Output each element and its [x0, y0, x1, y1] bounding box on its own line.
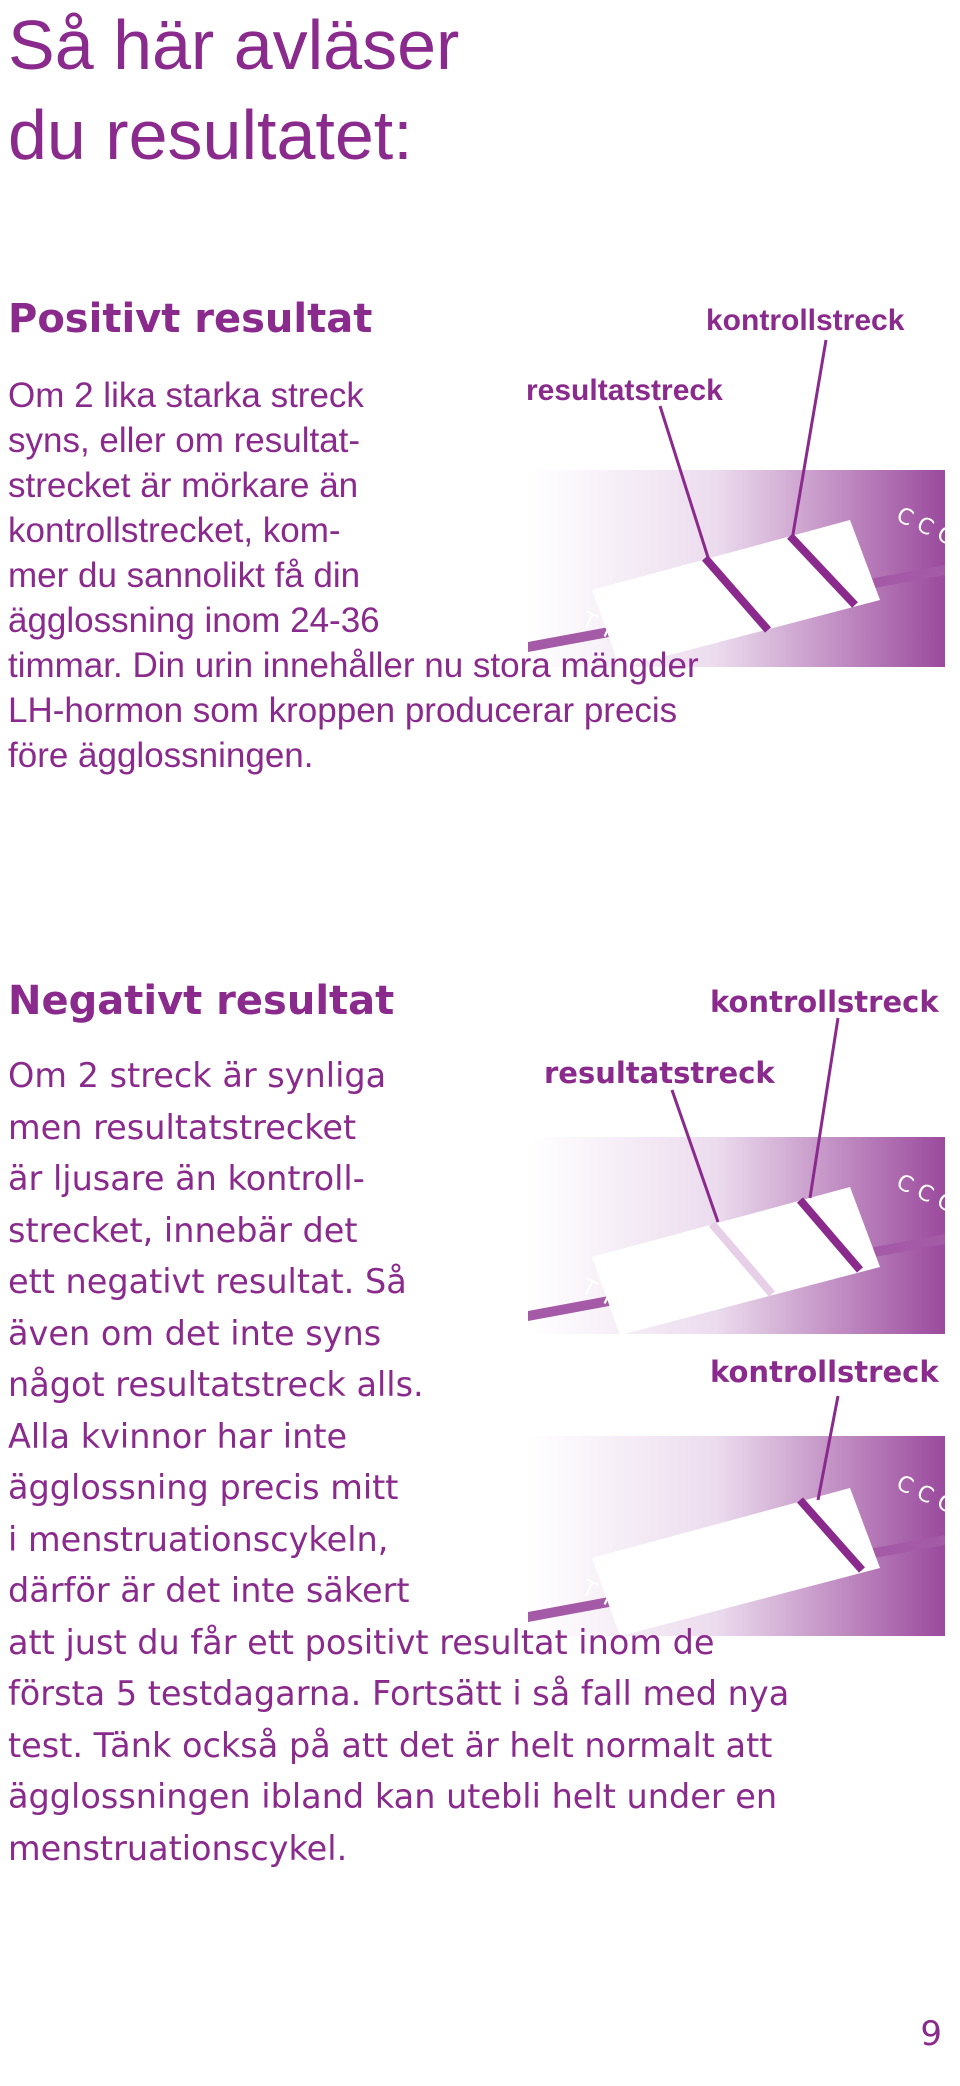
negative-line-6: även om det inte syns — [8, 1313, 382, 1353]
svg-text:C C C: C C C — [892, 1169, 958, 1218]
svg-text:T T T: T T T — [577, 607, 638, 654]
positive-line-3: strecket är mörkare än — [8, 466, 359, 505]
positive-line-8: LH-hormon som kroppen producerar precis — [8, 691, 678, 730]
negative-line-7: något resultatstreck alls. — [8, 1365, 424, 1404]
negative-line-13: första 5 testdagarna. Fortsätt i så fall med nya — [8, 1674, 790, 1713]
positive-body — [8, 373, 699, 778]
negative-line-1: Om 2 streck är synliga — [8, 1056, 387, 1095]
negative-body — [8, 1050, 789, 1874]
title-line-2: du resultatet: — [8, 96, 413, 174]
positive-line-7: timmar. Din urin innehåller nu stora mängder — [8, 646, 699, 685]
negative-line-16: menstruationscykel. — [8, 1828, 348, 1868]
negative-line-8: Alla kvinnor har inte — [8, 1416, 348, 1456]
negative-control-label: kontrollstreck — [710, 985, 939, 1019]
negative-line-10: i menstruationscykeln, — [8, 1519, 389, 1559]
page-number: 9 — [920, 2014, 942, 2054]
positive-line-5: mer du sannolikt få din — [8, 556, 361, 595]
positive-line-4: kontrollstrecket, kom- — [8, 511, 341, 550]
svg-text:C C C: C C C — [892, 502, 958, 551]
negative-line-14: test. Tänk också på att det är helt normalt att — [8, 1725, 773, 1765]
negative-line-9: ägglossning precis mitt — [8, 1468, 399, 1507]
title-line-1: Så här avläser — [8, 6, 460, 84]
positive-result-label: resultatstreck — [526, 374, 723, 407]
negative-control-label-2: kontrollstreck — [710, 1355, 939, 1389]
negative-line-2: men resultatstrecket — [8, 1107, 357, 1147]
positive-line-6: ägglossning inom 24-36 — [8, 601, 380, 640]
negative-line-4: strecket, innebär det — [8, 1210, 358, 1250]
positive-line-9: före ägglossningen. — [8, 736, 314, 775]
positive-line-2: syns, eller om resultat- — [8, 421, 361, 460]
positive-control-label: kontrollstreck — [706, 304, 905, 337]
negative-heading: Negativt resultat — [8, 978, 395, 1024]
negative-line-11: därför är det inte säkert — [8, 1571, 410, 1610]
positive-heading: Positivt resultat — [8, 296, 373, 342]
svg-text:T T T: T T T — [577, 1575, 638, 1622]
svg-text:C C C: C C C — [892, 1470, 958, 1519]
svg-text:T T T: T T T — [577, 1274, 638, 1321]
positive-line-1: Om 2 lika starka streck — [8, 376, 364, 415]
negative-line-5: ett negativt resultat. Så — [8, 1262, 407, 1301]
negative-line-12: att just du får ett positivt resultat inom de — [8, 1622, 715, 1662]
negative-line-3: är ljusare än kontroll- — [8, 1159, 365, 1198]
negative-result-label: resultatstreck — [544, 1056, 775, 1090]
negative-line-15: ägglossningen ibland kan utebli helt under en — [8, 1777, 778, 1816]
